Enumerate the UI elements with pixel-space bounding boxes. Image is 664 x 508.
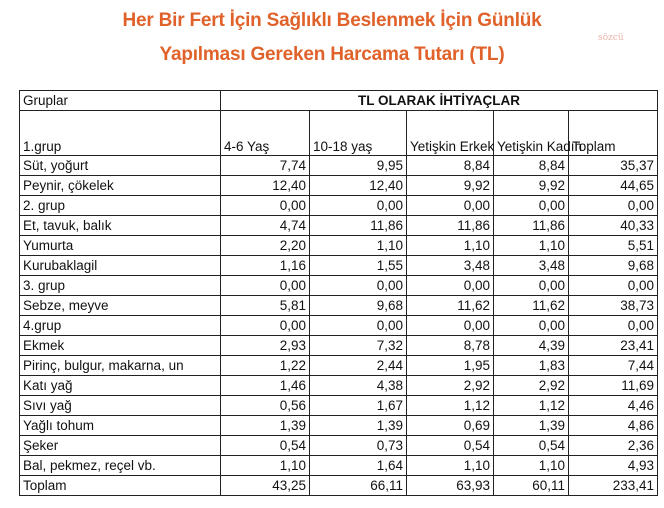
row-value: 2,93 (221, 336, 310, 356)
table-row (20, 156, 658, 176)
spending-table (19, 90, 658, 496)
row-value: 4,86 (569, 416, 658, 436)
row-value: 44,65 (569, 176, 658, 196)
row-value: 63,93 (407, 476, 494, 496)
row-value: 1,83 (494, 356, 569, 376)
row-value: 0,56 (221, 396, 310, 416)
watermark: sözcü (598, 33, 624, 43)
row-value: 1,16 (221, 256, 310, 276)
row-value: 43,25 (221, 476, 310, 496)
row-value: 1,39 (494, 416, 569, 436)
row-value: 2,92 (407, 376, 494, 396)
row-value: 5,51 (569, 236, 658, 256)
header-groups: Gruplar (20, 91, 221, 111)
row-label: Bal, pekmez, reçel vb. (20, 456, 221, 476)
col-header: Yetişkin Erkek (407, 111, 494, 156)
row-value: 1,10 (494, 236, 569, 256)
first-group-label: 1.grup (20, 111, 221, 156)
header-row-1 (20, 91, 658, 111)
row-value: 5,81 (221, 296, 310, 316)
row-label: Yağlı tohum (20, 416, 221, 436)
row-label: Katı yağ (20, 376, 221, 396)
row-value: 8,84 (494, 156, 569, 176)
row-value: 23,41 (569, 336, 658, 356)
row-value: 0,00 (310, 276, 407, 296)
row-value: 4,93 (569, 456, 658, 476)
header-row-2 (20, 111, 658, 156)
row-value: 0,00 (494, 276, 569, 296)
row-value: 8,84 (407, 156, 494, 176)
table-row (20, 276, 658, 296)
row-value: 0,00 (407, 316, 494, 336)
row-value: 11,69 (569, 376, 658, 396)
row-value: 0,00 (221, 196, 310, 216)
row-value: 0,54 (407, 436, 494, 456)
table-row (20, 196, 658, 216)
row-label: Süt, yoğurt (20, 156, 221, 176)
row-label: 4.grup (20, 316, 221, 336)
row-value: 3,48 (407, 256, 494, 276)
row-value: 2,20 (221, 236, 310, 256)
row-label: Sıvı yağ (20, 396, 221, 416)
table-row (20, 436, 658, 456)
row-value: 7,74 (221, 156, 310, 176)
row-value: 1,10 (221, 456, 310, 476)
table-row (20, 396, 658, 416)
row-value: 11,62 (494, 296, 569, 316)
table-body (20, 91, 658, 496)
row-value: 9,92 (407, 176, 494, 196)
row-value: 9,68 (569, 256, 658, 276)
row-value: 35,37 (569, 156, 658, 176)
row-value: 1,55 (310, 256, 407, 276)
row-label: Kurubaklagil (20, 256, 221, 276)
row-value: 11,62 (407, 296, 494, 316)
row-value: 0,00 (494, 316, 569, 336)
row-label: Ekmek (20, 336, 221, 356)
row-value: 40,33 (569, 216, 658, 236)
row-value: 11,86 (494, 216, 569, 236)
row-value: 1,10 (407, 236, 494, 256)
table-row (20, 376, 658, 396)
row-value: 0,54 (494, 436, 569, 456)
row-value: 1,12 (407, 396, 494, 416)
row-value: 12,40 (310, 176, 407, 196)
row-value: 4,39 (494, 336, 569, 356)
row-value: 11,86 (407, 216, 494, 236)
table-row (20, 456, 658, 476)
table-row (20, 216, 658, 236)
title-line-1: Her Bir Fert İçin Sağlıklı Beslenmek İçin Günlük (122, 10, 542, 31)
row-value: 38,73 (569, 296, 658, 316)
col-header: 10-18 yaş (310, 111, 407, 156)
row-value: 0,73 (310, 436, 407, 456)
row-value: 9,92 (494, 176, 569, 196)
table-row (20, 416, 658, 436)
row-value: 0,00 (221, 276, 310, 296)
table-row (20, 236, 658, 256)
row-label: 3. grup (20, 276, 221, 296)
row-value: 1,22 (221, 356, 310, 376)
row-value: 1,10 (494, 456, 569, 476)
header-span: TL OLARAK İHTİYAÇLAR (221, 91, 658, 111)
col-header: 4-6 Yaş (221, 111, 310, 156)
row-value: 9,68 (310, 296, 407, 316)
row-label: Şeker (20, 436, 221, 456)
row-value: 9,95 (310, 156, 407, 176)
row-value: 4,38 (310, 376, 407, 396)
row-value: 0,00 (310, 196, 407, 216)
table-row (20, 296, 658, 316)
row-value: 2,44 (310, 356, 407, 376)
row-value: 0,54 (221, 436, 310, 456)
table-row (20, 356, 658, 376)
row-value: 3,48 (494, 256, 569, 276)
table-row (20, 336, 658, 356)
row-label: 2. grup (20, 196, 221, 216)
row-value: 11,86 (310, 216, 407, 236)
row-label: Toplam (20, 476, 221, 496)
row-value: 7,32 (310, 336, 407, 356)
title-line-2: Yapılması Gereken Harcama Tutarı (TL) (159, 44, 505, 65)
col-header: Yetişkin Kadın (494, 111, 569, 156)
row-value: 0,00 (569, 316, 658, 336)
col-header: Toplam (569, 111, 658, 156)
row-label: Et, tavuk, balık (20, 216, 221, 236)
row-label: Peynir, çökelek (20, 176, 221, 196)
row-value: 2,36 (569, 436, 658, 456)
row-value: 12,40 (221, 176, 310, 196)
row-value: 1,39 (310, 416, 407, 436)
row-value: 8,78 (407, 336, 494, 356)
row-value: 4,74 (221, 216, 310, 236)
row-value: 1,64 (310, 456, 407, 476)
row-value: 1,67 (310, 396, 407, 416)
row-value: 0,00 (569, 196, 658, 216)
row-value: 1,10 (407, 456, 494, 476)
table-row (20, 176, 658, 196)
row-value: 60,11 (494, 476, 569, 496)
row-value: 233,41 (569, 476, 658, 496)
row-value: 7,44 (569, 356, 658, 376)
row-value: 4,46 (569, 396, 658, 416)
row-value: 1,95 (407, 356, 494, 376)
row-value: 1,39 (221, 416, 310, 436)
row-value: 1,10 (310, 236, 407, 256)
table-row (20, 256, 658, 276)
row-value: 0,00 (407, 196, 494, 216)
row-label: Pirinç, bulgur, makarna, un (20, 356, 221, 376)
row-value: 0,00 (310, 316, 407, 336)
table-row (20, 316, 658, 336)
row-value: 0,00 (494, 196, 569, 216)
row-label: Sebze, meyve (20, 296, 221, 316)
row-value: 66,11 (310, 476, 407, 496)
row-value: 0,00 (569, 276, 658, 296)
row-value: 2,92 (494, 376, 569, 396)
row-value: 0,69 (407, 416, 494, 436)
table-row (20, 476, 658, 496)
row-label: Yumurta (20, 236, 221, 256)
row-value: 0,00 (407, 276, 494, 296)
row-value: 1,12 (494, 396, 569, 416)
row-value: 1,46 (221, 376, 310, 396)
row-value: 0,00 (221, 316, 310, 336)
